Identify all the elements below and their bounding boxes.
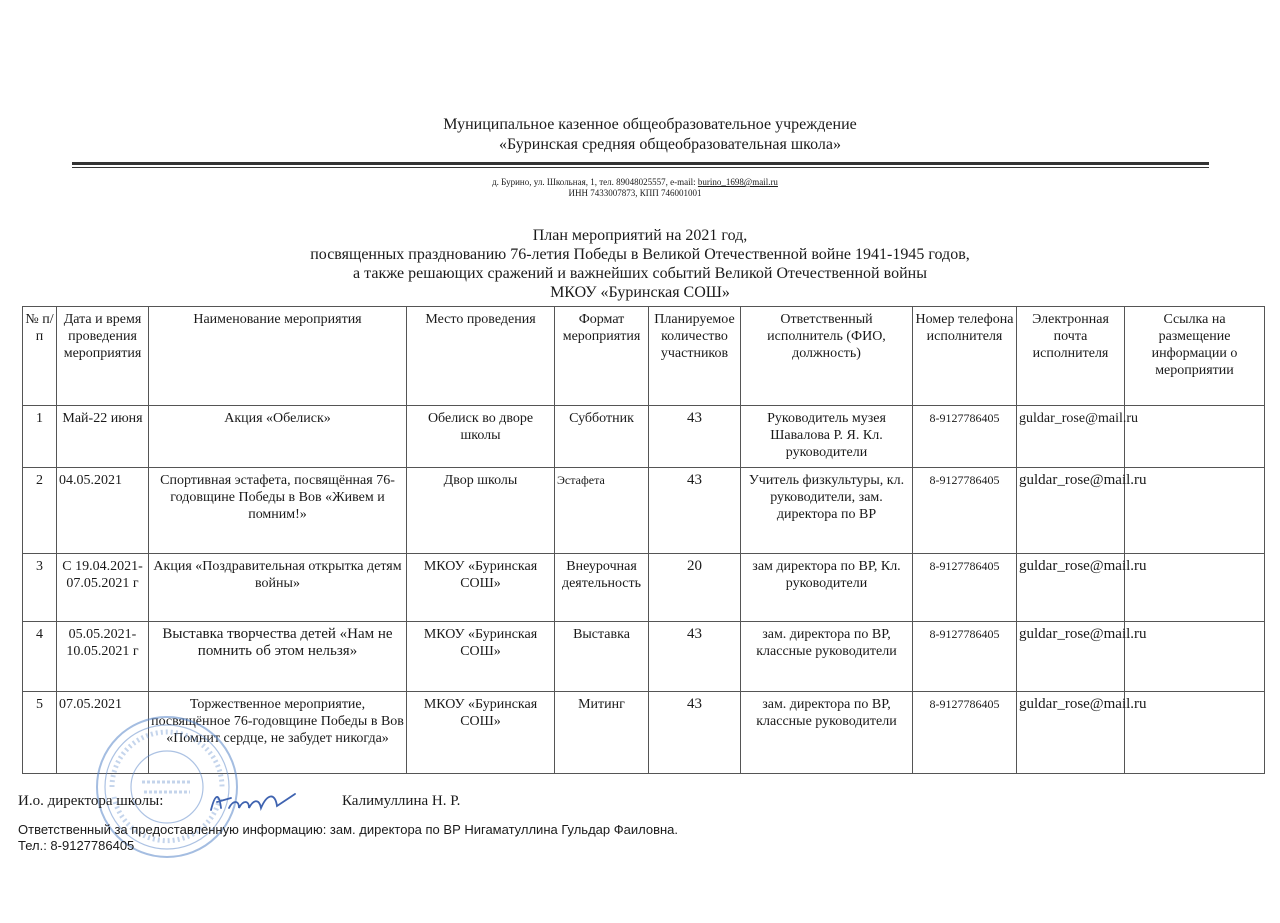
director-line: [18, 793, 461, 810]
cell-responsible: Руководитель музея Шавалова Р. Я. Кл. руководители: [741, 406, 913, 468]
cell-email: guldar_rose@mail.ru: [1017, 622, 1125, 692]
title-line4: МКОУ «Буринская СОШ»: [550, 284, 730, 301]
cell-name: Выставка творчества детей «Нам не помнить об этом нельзя»: [149, 622, 407, 692]
cell-email: guldar_rose@mail.ru: [1017, 554, 1125, 622]
cell-place: МКОУ «Буринская СОШ»: [407, 692, 555, 774]
cell-phone: 8-9127786405: [913, 622, 1017, 692]
header-divider: [72, 162, 1209, 168]
cell-num: 4: [23, 622, 57, 692]
cell-name: Акция «Обелиск»: [149, 406, 407, 468]
table-row: [23, 406, 1265, 468]
cell-date: С 19.04.2021-07.05.2021 г: [57, 554, 149, 622]
cell-phone: 8-9127786405: [913, 468, 1017, 554]
col-header-place: Место проведения: [407, 307, 555, 406]
table-row: [23, 622, 1265, 692]
cell-count: 43: [649, 692, 741, 774]
director-signature: [205, 788, 300, 816]
cell-format: Митинг: [555, 692, 649, 774]
contacts-email: burino_1698@mail.ru: [697, 177, 778, 187]
cell-name: Торжественное мероприятие, посвящённое 76-годовщине Победы в Вов «Помнит сердце, не забудет никогда»: [149, 692, 407, 774]
cell-count: 43: [649, 468, 741, 554]
col-header-responsible: Ответственный исполнитель (ФИО, должность): [741, 307, 913, 406]
col-header-format: Формат мероприятия: [555, 307, 649, 406]
cell-responsible: Учитель физкультуры, кл. руководители, зам. директора по ВР: [741, 468, 913, 554]
cell-name: Спортивная эстафета, посвящённая 76-годовщине Победы в Вов «Живем и помним!»: [149, 468, 407, 554]
contacts-inn: ИНН 7433007873, КПП 746001001: [568, 188, 702, 198]
cell-date: Май-22 июня: [57, 406, 149, 468]
cell-format: Выставка: [555, 622, 649, 692]
cell-place: Обелиск во дворе школы: [407, 406, 555, 468]
cell-format: Эстафета: [555, 468, 649, 554]
cell-name: Акция «Поздравительная открытка детям войны»: [149, 554, 407, 622]
org-contacts: [400, 177, 870, 199]
cell-place: Двор школы: [407, 468, 555, 554]
col-header-name: Наименование мероприятия: [149, 307, 407, 406]
table-row: [23, 468, 1265, 554]
cell-place: МКОУ «Буринская СОШ»: [407, 554, 555, 622]
cell-email: guldar_rose@mail.ru: [1017, 468, 1125, 554]
cell-date: 04.05.2021: [57, 468, 149, 554]
cell-link: [1125, 406, 1265, 468]
title-line3: а также решающих сражений и важнейших событий Великой Отечественной войны: [353, 265, 927, 282]
cell-date: 07.05.2021: [57, 692, 149, 774]
cell-count: 43: [649, 406, 741, 468]
col-header-date: Дата и время проведения мероприятия: [57, 307, 149, 406]
cell-count: 20: [649, 554, 741, 622]
cell-responsible: зам. директора по ВР, классные руководители: [741, 622, 913, 692]
col-header-phone: Номер телефона исполнителя: [913, 307, 1017, 406]
responsible-person: Ответственный за предоставленную информацию: зам. директора по ВР Нигаматуллина Гульдар Фаиловна.: [18, 822, 678, 837]
contacts-address: д. Бурино, ул. Школьная, 1, тел. 89048025557, e-mail:: [492, 177, 698, 187]
col-header-link: Ссылка на размещение информации о мероприятии: [1125, 307, 1265, 406]
table-header-row: [23, 307, 1265, 406]
col-header-email: Электронная почта исполнителя: [1017, 307, 1125, 406]
cell-format: Внеурочная деятельность: [555, 554, 649, 622]
cell-date: 05.05.2021-10.05.2021 г: [57, 622, 149, 692]
cell-count: 43: [649, 622, 741, 692]
cell-phone: 8-9127786405: [913, 406, 1017, 468]
footer-contacts: [18, 822, 678, 854]
cell-num: 5: [23, 692, 57, 774]
col-header-count: Планируемое количество участников: [649, 307, 741, 406]
org-name-line1: Муниципальное казенное общеобразовательное учреждение: [443, 116, 857, 133]
events-table: [22, 306, 1265, 774]
org-name-line2: «Буринская средняя общеобразовательная школа»: [498, 136, 842, 153]
title-line1: План мероприятий на 2021 год,: [532, 227, 748, 244]
cell-email: guldar_rose@mail.ru: [1017, 406, 1125, 468]
cell-responsible: зам директора по ВР, Кл. руководители: [741, 554, 913, 622]
title-line2: посвященных празднованию 76-летия Победы в Великой Отечественной войне 1941-1945 годов,: [310, 246, 970, 263]
cell-place: МКОУ «Буринская СОШ»: [407, 622, 555, 692]
director-label: И.о. директора школы:: [18, 793, 164, 809]
cell-phone: 8-9127786405: [913, 554, 1017, 622]
table-row: [23, 554, 1265, 622]
cell-num: 2: [23, 468, 57, 554]
col-header-num: № п/п: [23, 307, 57, 406]
cell-num: 1: [23, 406, 57, 468]
cell-email: guldar_rose@mail.ru: [1017, 692, 1125, 774]
responsible-phone: Тел.: 8-9127786405: [18, 838, 135, 853]
cell-format: Субботник: [555, 406, 649, 468]
document-title: [240, 226, 1040, 302]
cell-responsible: зам. директора по ВР, классные руководители: [741, 692, 913, 774]
director-name: Калимуллина Н. Р.: [342, 793, 461, 809]
cell-num: 3: [23, 554, 57, 622]
cell-phone: 8-9127786405: [913, 692, 1017, 774]
